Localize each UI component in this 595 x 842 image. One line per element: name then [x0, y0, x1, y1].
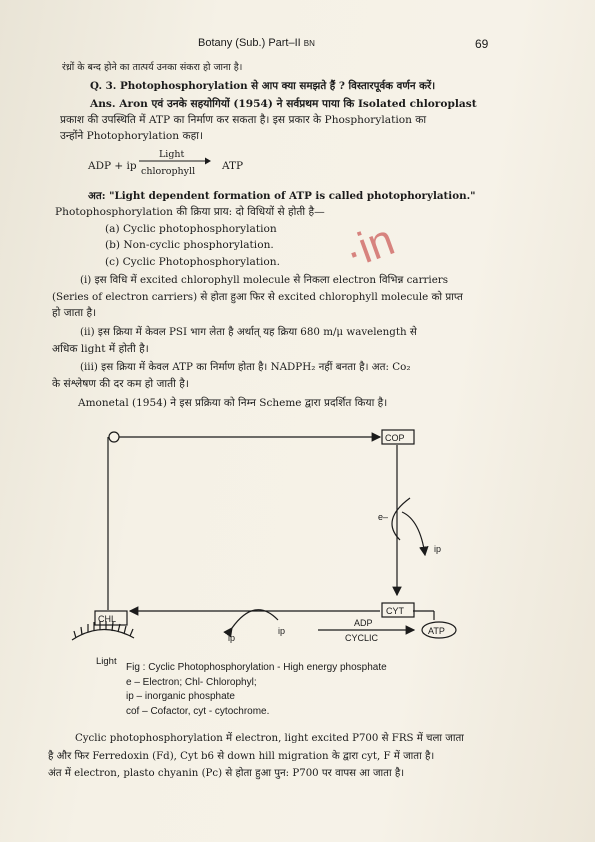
methods-line: Photophosphorylation की क्रिया प्राय: दो विधियों से होती है— — [55, 206, 325, 218]
adp-label: ADP — [354, 618, 373, 628]
electron-label: e– — [378, 512, 389, 522]
ip-right-label: ip — [434, 544, 442, 554]
answer-line: उन्होंने Photophorylation कहा। — [60, 130, 204, 142]
answer-line: प्रकाश की उपस्थिति में ATP का निर्माण कर सकता है। इस प्रकार के Phosphorylation का — [60, 114, 427, 126]
point-text: (Series of electron carriers) से होता हुआ फिर से excited chlorophyll molecule को प्राप्त — [52, 291, 463, 303]
paragraph-line: है और फिर Ferredoxin (Fd), Cyt b6 से down hill migration के द्वारा cyt, F में जाता है। — [48, 751, 435, 762]
atp-label: ATP — [428, 626, 445, 636]
point-text: (iii) इस क्रिया में केवल ATP का निर्माण होता है। NADPH₂ नहीं बनता है। अत: Co₂ — [80, 361, 411, 373]
point-text: के संश्लेषण की दर कम हो जाती है। — [52, 378, 189, 390]
ip-bottom-label: ip — [278, 626, 286, 636]
caption-line: ip – inorganic phosphate — [126, 691, 235, 702]
scheme-intro: Amonetal (1954) ने इस प्रक्रिया को निम्न Scheme द्वारा प्रदर्शित किया है। — [78, 397, 388, 409]
equation-condition-top: Light — [159, 149, 185, 160]
paragraph-line: Cyclic photophosphorylation में electron, light excited P700 से FRS में चला जाता — [75, 733, 464, 744]
electron-curve — [392, 498, 410, 540]
page-number: 69 — [475, 37, 489, 51]
light-ray — [130, 629, 133, 636]
list-item: (c) Cyclic Photophosphorylation. — [105, 256, 280, 268]
definition-line: अत: "Light dependent formation of ATP is called photophorylation." — [88, 190, 476, 202]
caption-line: cof – Cofactor, cyt - cytochrome. — [126, 706, 270, 717]
chl-label: CHL — [98, 614, 117, 624]
point-text: अधिक light में होती है। — [52, 343, 149, 355]
cop-label: COP — [385, 433, 405, 443]
equation-left: ADP + ip — [88, 160, 137, 172]
point-text: हो जाता है। — [52, 307, 97, 319]
caption-line: e – Electron; Chl- Chlorophyl; — [126, 677, 257, 688]
cyclic-label: CYCLIC — [345, 633, 379, 643]
equation-condition-bottom: chlorophyll — [141, 166, 196, 177]
ip-curve-right — [402, 512, 425, 555]
answer-text: Ans. Aron एवं उनके सहयोगियों (1954) ने सर्वप्रथम पाया कि Isolated chloroplast — [90, 98, 477, 110]
light-label: Light — [96, 656, 117, 667]
text-line: रंध्रों के बन्द होने का तात्पर्य उनका संकरा हो जाना है। — [62, 62, 243, 73]
light-ray — [74, 631, 76, 638]
light-ray — [81, 627, 82, 635]
question-heading: Q. 3. Photophosphorylation से आप क्या समझते हैं ? विस्तारपूर्वक वर्णन करें। — [90, 80, 436, 92]
ip-bottom-left-label: ip — [228, 633, 236, 643]
start-node — [109, 432, 119, 442]
list-item: (a) Cyclic photophosphorylation — [105, 223, 277, 235]
point-text: (i) इस विधि में excited chlorophyll molecule से निकला electron विभिन्न carriers — [80, 274, 449, 286]
header-title: Botany (Sub.) Part–II — [198, 37, 301, 49]
paragraph-line: अंत में electron, plasto chyanin (Pc) से होता हुआ पुन: P700 पर वापस आ जाता है। — [48, 768, 405, 779]
watermark: ·in — [337, 215, 401, 278]
figure-caption: Fig : Cyclic Photophosphorylation - High energy phosphate — [126, 662, 387, 673]
light-ray — [124, 626, 126, 634]
list-item: (b) Non-cyclic phosphorylation. — [105, 239, 274, 251]
ip-curve-bottom — [232, 610, 278, 628]
header-series: BN — [303, 39, 315, 48]
cyt-label: CYT — [386, 606, 404, 616]
equation-right: ATP — [222, 160, 244, 172]
point-text: (ii) इस क्रिया में केवल PSI भाग लेता है अर्थात् यह क्रिया 680 m/μ wavelength से — [80, 326, 417, 338]
